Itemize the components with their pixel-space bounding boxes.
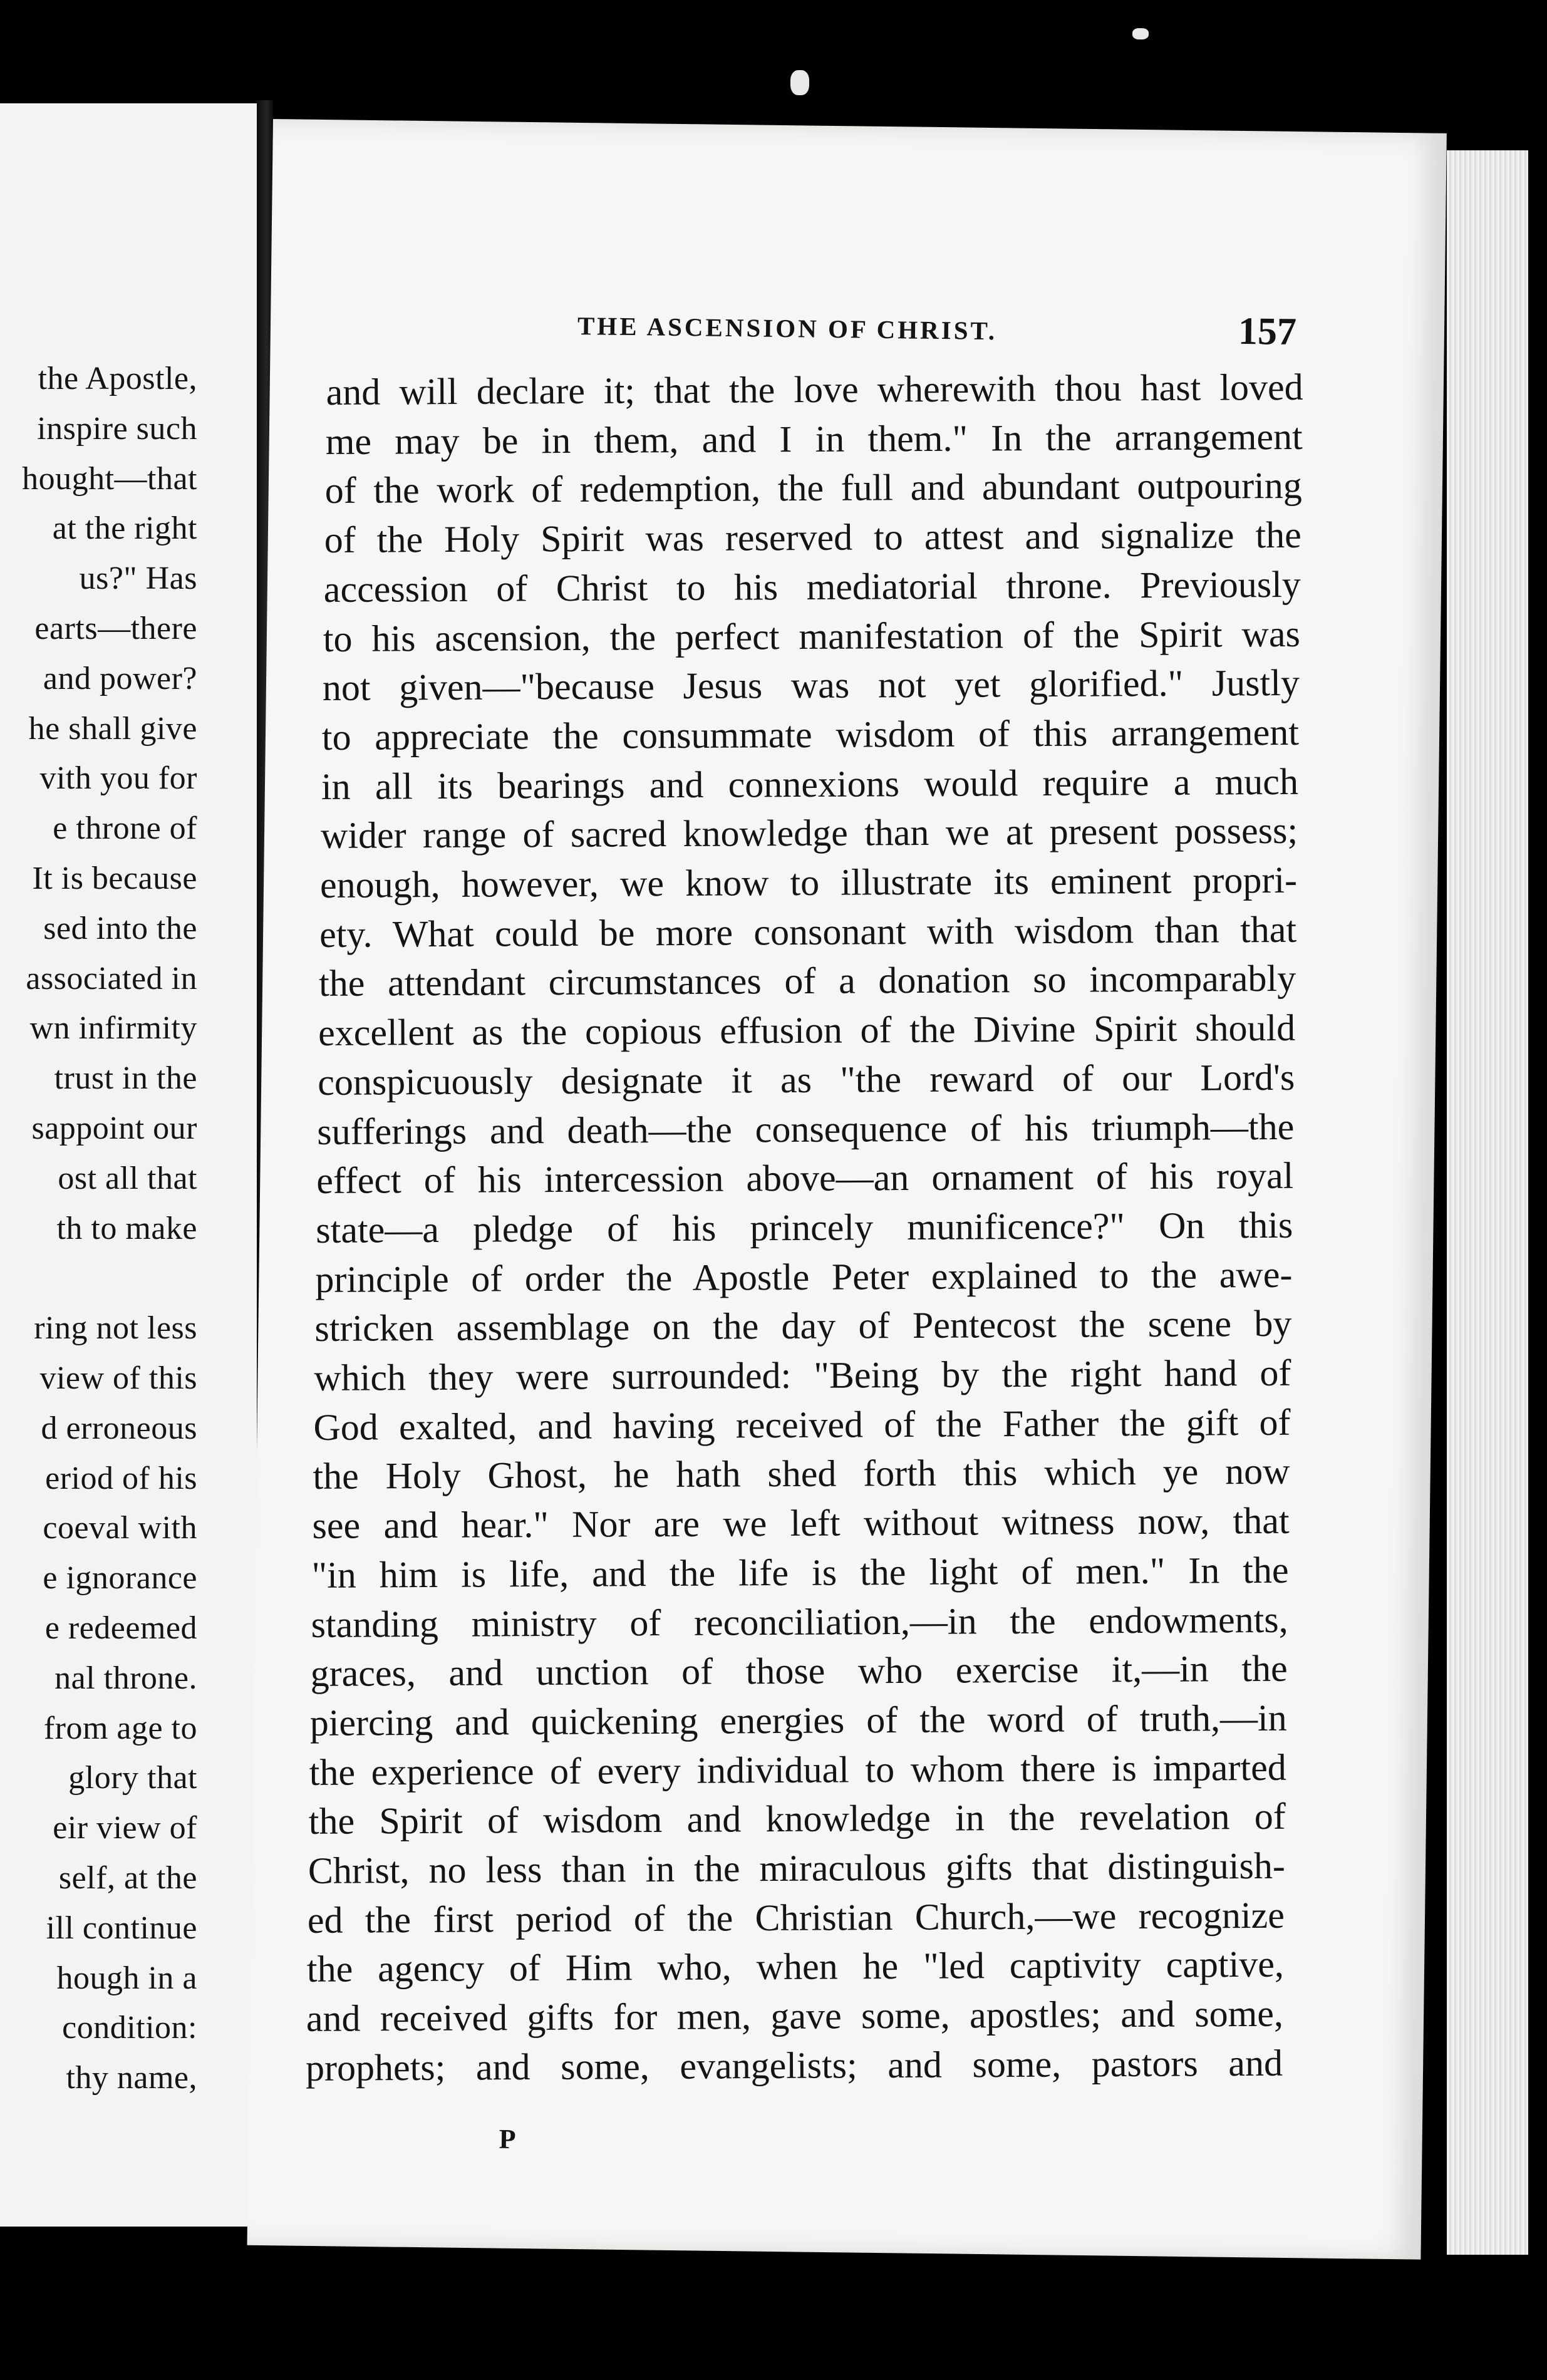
left-page-line: eriod of his [45, 1460, 197, 1496]
body-text-line: the experience of every individual to whom there is imparted [309, 1746, 1286, 1793]
left-page-line: th to make [56, 1210, 197, 1246]
left-page-line: sappoint our [31, 1110, 197, 1146]
page-number: 157 [1238, 309, 1297, 353]
left-facing-page [0, 103, 261, 2227]
left-page-line: coeval with [43, 1510, 197, 1546]
signature-mark: P [499, 2123, 516, 2155]
left-page-line: thy name, [66, 2060, 197, 2096]
body-text-line: Christ, no less than in the miraculous gifts that distinguish- [308, 1844, 1285, 1891]
body-text-line: excellent as the copious effusion of the Divine Spirit should [318, 1006, 1296, 1054]
left-page-line: and power? [43, 660, 197, 696]
left-page-line: trust in the [54, 1060, 197, 1097]
body-text-line: to his ascension, the perfect manifestation of the Spirit was [323, 613, 1301, 660]
body-text-line: wider range of sacred knowledge than we at present possess; [320, 810, 1298, 857]
body-text-line: stricken assemblage on the day of Pentecost the scene by [314, 1303, 1292, 1350]
body-text-line: in all its bearings and connexions would require a much [321, 760, 1299, 807]
left-page-line: ring not less [34, 1310, 197, 1347]
left-page-line: at the right [52, 510, 197, 547]
body-text-line: standing ministry of reconciliation,—in the endowments, [311, 1598, 1288, 1645]
body-text-line: enough, however, we know to illustrate its eminent propri- [319, 859, 1298, 906]
left-page-line: ost all that [58, 1160, 197, 1196]
body-text-line: graces, and unction of those who exercise it,—in the [310, 1647, 1288, 1695]
body-text-line: "in him is life, and the life is the light of men." In the [311, 1549, 1289, 1596]
body-text-line: of the work of redemption, the full and abundant outpouring [324, 465, 1302, 512]
left-page-line: hought—that [22, 460, 197, 497]
body-text-line: and received gifts for men, gave some, apostles; and some, [306, 1992, 1284, 2039]
body-text-line: which they were surrounded: "Being by the right hand of [314, 1352, 1291, 1399]
body-text-line: effect of his intercession above—an ornament of his royal [316, 1154, 1294, 1202]
left-page-line: earts—there [34, 611, 197, 646]
body-text-line: to appreciate the consummate wisdom of this arrangement [321, 711, 1300, 758]
body-text [305, 366, 1303, 2089]
body-text-line: the agency of Him who, when he "led captivity captive, [306, 1943, 1285, 1990]
left-page-line: vith you for [39, 760, 197, 797]
left-page-line: ill continue [46, 1910, 197, 1946]
left-page-line: self, at the [58, 1860, 197, 1896]
body-text-line: ety. What could be more consonant with wisdom than that [319, 908, 1297, 955]
left-page-line: from age to [43, 1710, 197, 1746]
left-page-line: condition: [62, 2010, 197, 2046]
left-page-line: us?" Has [79, 561, 197, 597]
body-text-line: conspicuously designate it as "the reward of our Lord's [318, 1056, 1295, 1103]
left-page-line: the Apostle, [38, 361, 197, 396]
left-page-line: e throne of [53, 810, 197, 847]
left-page-line: It is because [32, 861, 197, 896]
right-page [247, 119, 1447, 2260]
left-page-line: inspire such [37, 410, 197, 447]
body-text-line: the attendant circumstances of a donation so incomparably [318, 958, 1296, 1005]
page-edges [1447, 150, 1528, 2255]
running-head: THE ASCENSION OF CHRIST. [577, 311, 998, 346]
left-page-line: e ignorance [43, 1560, 197, 1596]
body-text-line: accession of Christ to his mediatorial throne. Previously [323, 563, 1301, 610]
body-text-line: piercing and quickening energies of the word of truth,—in [309, 1697, 1287, 1744]
body-text-line: and will declare it; that the love wherewith thou hast loved [326, 366, 1303, 413]
left-page-line: d erroneous [41, 1410, 197, 1446]
body-text-line: not given—"because Jesus was not yet glorified." Justly [322, 662, 1300, 709]
body-text-line: state—a pledge of his princely munificence?" On this [316, 1204, 1293, 1251]
body-text-line: sufferings and death—the consequence of his triumph—the [317, 1105, 1295, 1152]
body-text-line: prophets; and some, evangelists; and some, pastors and [305, 2042, 1283, 2089]
scan-speck-top [790, 70, 809, 95]
left-page-line: nal throne. [54, 1660, 197, 1696]
left-page-line: view of this [39, 1360, 197, 1396]
body-text-line: me may be in them, and I in them." In the arrangement [325, 415, 1303, 462]
left-page-line: e redeemed [44, 1610, 197, 1646]
left-page-line: he shall give [28, 710, 197, 747]
body-text-line: God exalted, and having received of the Father the gift of [313, 1401, 1291, 1448]
body-text-line: see and hear." Nor are we left without witness now, that [312, 1499, 1290, 1547]
body-text-line: principle of order the Apostle Peter explained to the awe- [315, 1253, 1293, 1300]
scan-speck-top-right [1132, 28, 1149, 39]
left-page-line: associated in [26, 960, 197, 996]
body-text-line: ed the first period of the Christian Church,—we recognize [307, 1894, 1285, 1941]
body-text-line: the Spirit of wisdom and knowledge in the revelation of [308, 1796, 1286, 1843]
left-page-line: eir view of [53, 1810, 197, 1846]
left-page-line: hough in a [56, 1960, 197, 1996]
left-page-line: sed into the [43, 910, 197, 946]
body-text-line: of the Holy Spirit was reserved to attest and signalize the [324, 514, 1301, 561]
left-page-line: glory that [68, 1760, 197, 1796]
left-page-line: wn infirmity [29, 1010, 197, 1047]
body-text-line: the Holy Ghost, he hath shed forth this which ye now [313, 1451, 1290, 1498]
